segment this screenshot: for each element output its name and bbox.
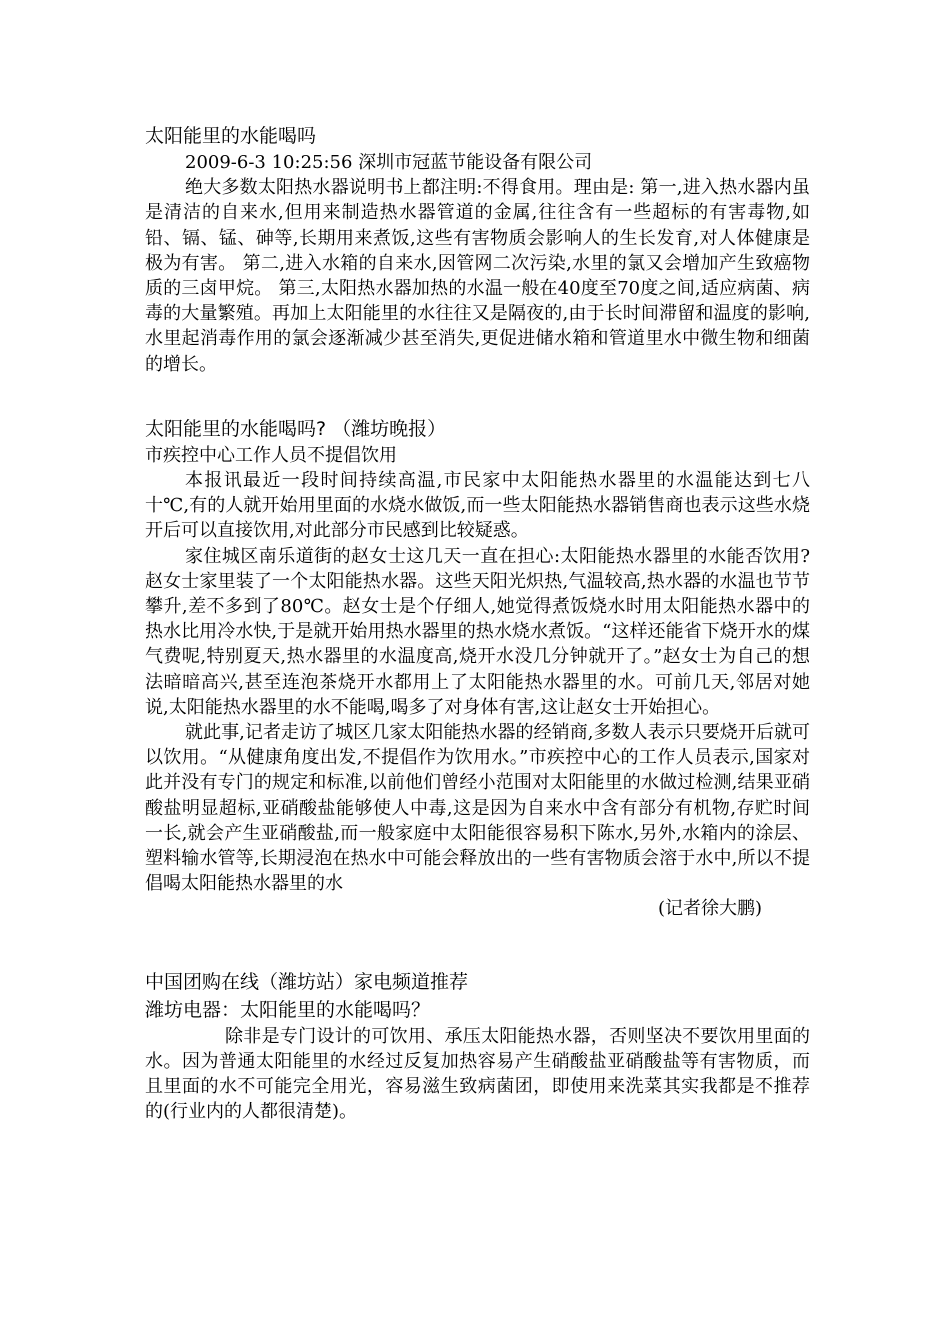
article-1-meta: 2009-6-3 10:25:56 深圳市冠蓝节能设备有限公司 xyxy=(185,152,593,173)
article-2-paragraph: 家住城区南乐道街的赵女士这几天一直在担心:太阳能热水器里的水能否饮用?赵女士家里装了一个太阳能热水器。这些天阳光炽热,气温较高,热水器的水温也节节攀升,差不多到了80℃。赵女士是个仔细人,她觉得煮饭烧水时用太阳能热水器中的热水比用冷水快,于是就开始用热水器里的热水烧水煮饭。“这样还能省下烧开水的煤气费呢,特别夏天,热水器里的水温度高,烧开水没几分钟就开了。”赵女士为自己的想法暗暗高兴,甚至连泡茶烧开水都用上了太阳能热水器里的水。可前几天,邻居对她说,太阳能热水器里的水不能喝,喝多了对身体有害,这让赵女士开始担心。 xyxy=(145,545,810,718)
section-spacer xyxy=(145,377,810,415)
article-3-paragraph: 除非是专门设计的可饮用、承压太阳能热水器，否则坚决不要饮用里面的水。因为普通太阳能里的水经过反复加热容易产生硝酸盐亚硝酸盐等有害物质，而且里面的水不可能完全用光，容易滋生致病菌团，即使用来洗菜其实我都是不推荐的(行业内的人都很清楚)。 xyxy=(145,1025,810,1123)
article-1 xyxy=(145,122,810,377)
article-1-title: 太阳能里的水能喝吗 xyxy=(145,125,317,147)
article-2-title: 太阳能里的水能喝吗? （潍坊晚报） xyxy=(145,417,447,440)
article-2 xyxy=(145,415,810,922)
article-2-paragraph: 本报讯最近一段时间持续高温,市民家中太阳能热水器里的水温能达到七八十℃,有的人就开始用里面的水烧水做饭,而一些太阳能热水器销售商也表示这些水烧开后可以直接饮用,对此部分市民感到比较疑惑。 xyxy=(145,470,810,542)
document-page xyxy=(145,122,810,1125)
article-3-subtitle: 潍坊电器：太阳能里的水能喝吗？ xyxy=(145,998,431,1021)
section-spacer xyxy=(145,922,810,968)
article-3 xyxy=(145,968,810,1125)
article-2-credit: (记者徐大鹏) xyxy=(657,898,762,920)
article-3-title: 中国团购在线（潍坊站）家电频道推荐 xyxy=(145,970,469,993)
article-2-subtitle: 市疾控中心工作人员不提倡饮用 xyxy=(145,444,397,466)
article-2-paragraph: 就此事,记者走访了城区几家太阳能热水器的经销商,多数人表示只要烧开后就可以饮用。“从健康角度出发,不提倡作为饮用水。”市疾控中心的工作人员表示,国家对此并没有专门的规定和标准,以前他们曾经小范围对太阳能里的水做过检测,结果亚硝酸盐明显超标,亚硝酸盐能够使人中毒,这是因为自来水中含有部分有机物,存贮时间一长,就会产生亚硝酸盐,而一般家庭中太阳能很容易积下陈水,另外,水箱内的涂层、塑料输水管等,长期浸泡在热水中可能会释放出的一些有害物质会溶于水中,所以不提倡喝太阳能热水器里的水 xyxy=(145,722,810,895)
article-1-paragraph: 绝大多数太阳热水器说明书上都注明:不得食用。理由是: 第一,进入热水器内虽是清洁的自来水,但用来制造热水器管道的金属,往往含有一些超标的有害毒物,如铅、镉、锰、砷等,长期用来煮饭,这些有害物质会影响人的生长发育,对人体健康是极为有害。 第二,进入水箱的自来水,因管网二次污染,水里的氯又会增加产生致癌物质的三卤甲烷。 第三,太阳热水器加热的水温一般在40度至70度之间,适应病菌、病毒的大量繁殖。再加上太阳能里的水往往又是隔夜的,由于长时间滞留和温度的影响,水里起消毒作用的氯会逐渐减少甚至消失,更促进储水箱和管道里水中微生物和细菌的增长。 xyxy=(145,177,810,375)
